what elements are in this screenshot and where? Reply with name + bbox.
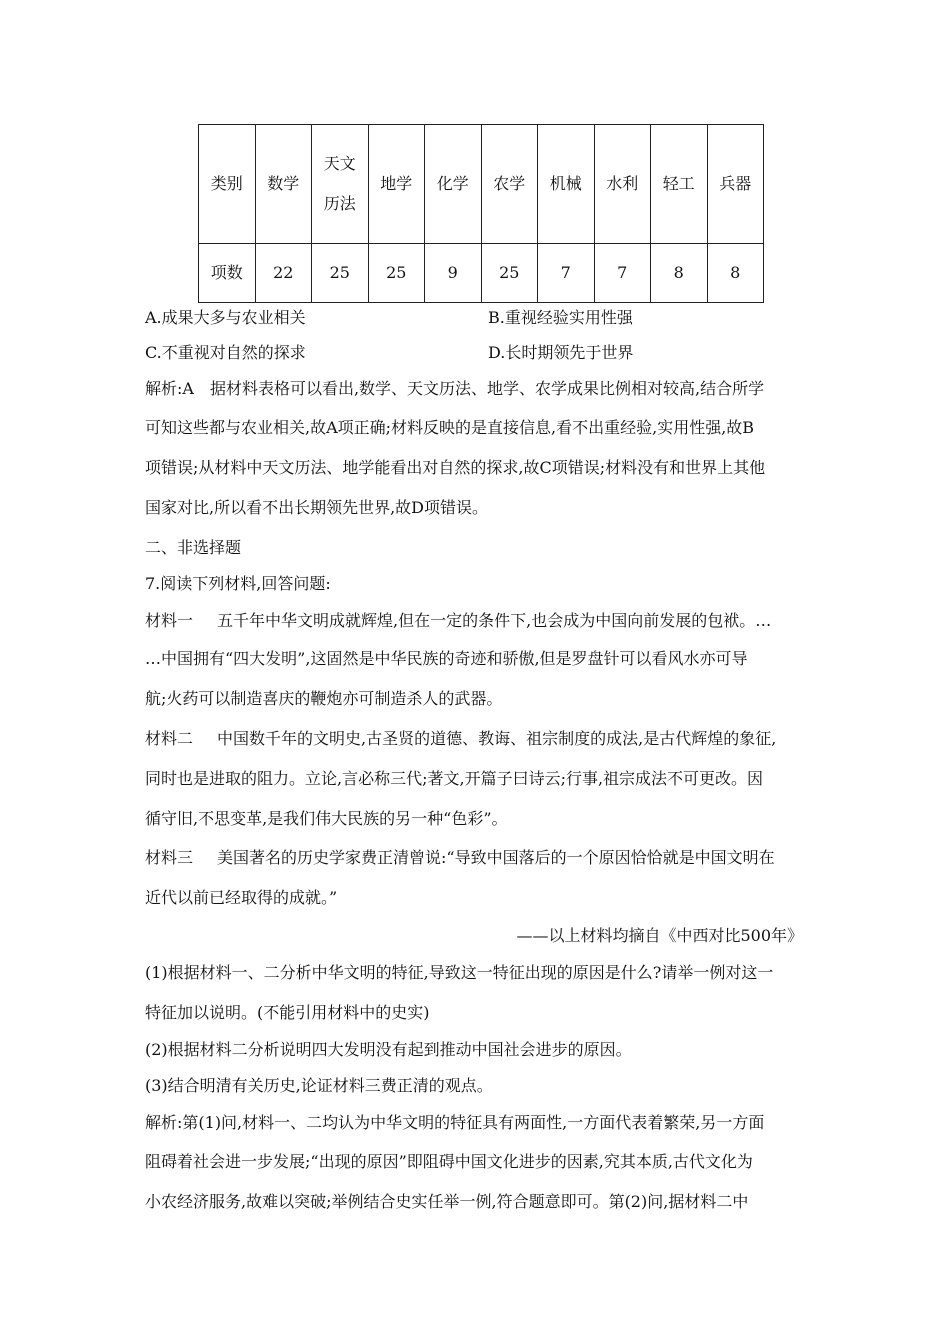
table-cell [312, 125, 369, 244]
table-cell: 8 [651, 244, 708, 303]
table-cell: 农学 [481, 125, 538, 244]
table-cell: 兵器 [707, 125, 764, 244]
material-2-line: 循守旧,不思变革,是我们伟大民族的另一种“色彩”。 [145, 809, 508, 828]
option-b: B.重视经验实用性强 [488, 308, 633, 327]
option-d: D.长时期领先于世界 [488, 343, 634, 362]
analysis-line: 解析:第(1)问,材料一、二均认为中华文明的特征具有两面性,一方面代表着繁荣,另一方面 [145, 1113, 765, 1132]
material-3-line [145, 848, 810, 868]
material-text: 中国数千年的文明史,古圣贤的道德、教诲、祖宗制度的成法,是古代辉煌的象征, [217, 729, 777, 748]
table-cell: 25 [368, 244, 425, 303]
material-text: 美国著名的历史学家费正清曾说:“导致中国落后的一个原因恰恰就是中国文明在 [217, 848, 775, 867]
table-cell: 地学 [368, 125, 425, 244]
table-cell-text: 天文历法 [323, 154, 356, 213]
material-label: 材料一 [145, 611, 194, 630]
table-cell: 类别 [199, 125, 256, 244]
table-values-row [199, 244, 764, 303]
question-line: (2)根据材料二分析说明四大发明没有起到推动中国社会进步的原因。 [145, 1040, 632, 1059]
options-row-1 [145, 308, 810, 328]
statistics-table [198, 124, 764, 303]
material-label: 材料二 [145, 729, 194, 748]
table-cell: 数学 [255, 125, 312, 244]
question-intro: 7.阅读下列材料,回答问题: [145, 574, 331, 593]
table-cell: 22 [255, 244, 312, 303]
table-cell: 25 [312, 244, 369, 303]
analysis-line: 小农经济服务,故难以突破;举例结合史实任举一例,符合题意即可。第(2)问,据材料二中 [145, 1192, 749, 1211]
section-title: 二、非选择题 [145, 538, 242, 557]
analysis-line: 国家对比,所以看不出长期领先世界,故D项错误。 [145, 498, 489, 517]
material-3-line: 近代以前已经取得的成就。” [145, 888, 338, 907]
analysis-line: 可知这些都与农业相关,故A项正确;材料反映的是直接信息,看不出重经验,实用性强,故B [145, 418, 755, 437]
question-line: 特征加以说明。(不能引用材料中的史实) [145, 1003, 430, 1022]
table-cell: 机械 [538, 125, 595, 244]
table-cell: 25 [481, 244, 538, 303]
material-1-line: …中国拥有“四大发明”,这固然是中华民族的奇迹和骄傲,但是罗盘针可以看风水亦可导 [145, 649, 748, 668]
material-2-line [145, 729, 810, 749]
table-cell: 7 [594, 244, 651, 303]
table-cell: 项数 [199, 244, 256, 303]
analysis-line: 阻碍着社会进一步发展;“出现的原因”即阻碍中国文化进步的因素,究其本质,古代文化为 [145, 1152, 753, 1171]
table-cell: 水利 [594, 125, 651, 244]
question-line: (3)结合明清有关历史,论证材料三费正清的观点。 [145, 1076, 493, 1095]
table-cell: 9 [425, 244, 482, 303]
material-2-line: 同时也是进取的阻力。立论,言必称三代;著文,开篇子曰诗云;行事,祖宗成法不可更改。因 [145, 769, 764, 788]
source-note: ——以上材料均摘自《中西对比500年》 [516, 926, 803, 945]
material-label: 材料三 [145, 848, 194, 867]
table-cell: 轻工 [651, 125, 708, 244]
analysis-line: 解析:A 据材料表格可以看出,数学、天文历法、地学、农学成果比例相对较高,结合所学 [145, 379, 765, 398]
material-text: 五千年中华文明成就辉煌,但在一定的条件下,也会成为中国向前发展的包袱。… [217, 611, 772, 630]
table-cell: 7 [538, 244, 595, 303]
question-line: (1)根据材料一、二分析中华文明的特征,导致这一特征出现的原因是什么?请举一例对这一 [145, 963, 774, 982]
options-row-2 [145, 343, 810, 363]
analysis-line: 项错误;从材料中天文历法、地学能看出对自然的探求,故C项错误;材料没有和世界上其他 [145, 458, 766, 477]
material-1-line [145, 611, 810, 631]
material-1-line: 航;火药可以制造喜庆的鞭炮亦可制造杀人的武器。 [145, 689, 503, 708]
option-a: A.成果大多与农业相关 [145, 308, 306, 327]
table-cell: 化学 [425, 125, 482, 244]
table-header-row [199, 125, 764, 244]
option-c: C.不重视对自然的探求 [145, 343, 306, 362]
table-cell: 8 [707, 244, 764, 303]
